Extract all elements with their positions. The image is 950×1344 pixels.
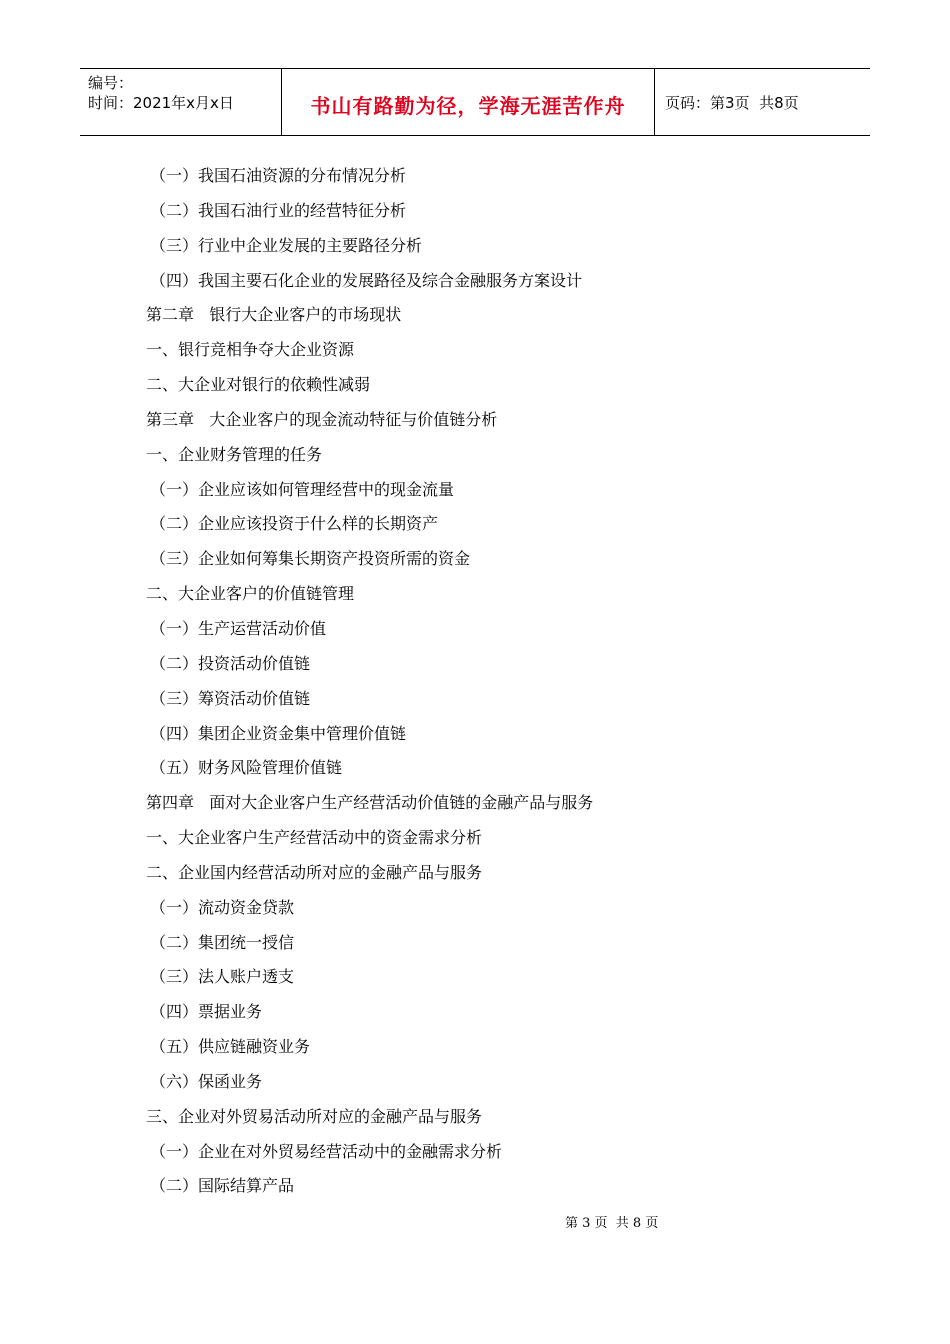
date-label: 时间：2021年x月x日	[88, 94, 234, 112]
header-page-info: 页码：第3页 共8页	[665, 93, 799, 112]
toc-section-item: 三、企业对外贸易活动所对应的金融产品与服务	[146, 1106, 483, 1126]
toc-section-item: 二、企业国内经营活动所对应的金融产品与服务	[146, 862, 483, 882]
toc-subsection-item: （四）集团企业资金集中管理价值链	[150, 723, 407, 743]
toc-section-item: 一、企业财务管理的任务	[146, 444, 323, 464]
toc-section-item: 二、大企业客户的价值链管理	[146, 584, 355, 604]
toc-subsection-item: （五）供应链融资业务	[150, 1037, 311, 1057]
toc-subsection-item: （二）企业应该投资于什么样的长期资产	[150, 514, 439, 534]
header-page-cell	[655, 69, 870, 135]
toc-subsection-item: （三）筹资活动价值链	[150, 688, 311, 708]
toc-subsection-item: （五）财务风险管理价值链	[150, 758, 343, 778]
toc-subsection-item: （三）行业中企业发展的主要路径分析	[150, 235, 423, 255]
page-footer: 第 3 页 共 8 页	[565, 1216, 659, 1231]
table-of-contents	[146, 164, 593, 1209]
toc-subsection-item: （二）投资活动价值链	[150, 653, 311, 673]
toc-subsection-item: （一）流动资金贷款	[150, 897, 295, 917]
toc-chapter-heading: 第三章 大企业客户的现金流动特征与价值链分析	[146, 409, 498, 429]
toc-section-item: 一、银行竞相争夺大企业资源	[146, 340, 355, 360]
motto-text: 书山有路勤为径，学海无涯苦作舟	[310, 93, 626, 118]
toc-chapter-heading: 第四章 面对大企业客户生产经营活动价值链的金融产品与服务	[146, 793, 594, 813]
toc-subsection-item: （四）我国主要石化企业的发展路径及综合金融服务方案设计	[150, 270, 583, 290]
toc-subsection-item: （三）法人账户透支	[150, 967, 295, 987]
toc-subsection-item: （一）我国石油资源的分布情况分析	[150, 166, 407, 185]
toc-subsection-item: （二）集团统一授信	[150, 932, 295, 952]
toc-subsection-item: （一）生产运营活动价值	[150, 618, 327, 638]
toc-subsection-item: （三）企业如何筹集长期资产投资所需的资金	[150, 549, 471, 569]
toc-chapter-heading: 第二章 银行大企业客户的市场现状	[146, 305, 402, 325]
page-header	[80, 68, 870, 136]
toc-subsection-item: （一）企业应该如何管理经营中的现金流量	[150, 479, 455, 499]
toc-section-item: 二、大企业对银行的依赖性减弱	[146, 375, 371, 395]
header-meta-cell	[80, 69, 282, 135]
toc-subsection-item: （二）我国石油行业的经营特征分析	[150, 200, 407, 220]
toc-subsection-item: （二）国际结算产品	[150, 1176, 295, 1196]
serial-number-label: 编号：	[88, 74, 134, 92]
toc-subsection-item: （四）票据业务	[150, 1002, 263, 1022]
toc-subsection-item: （一）企业在对外贸易经营活动中的金融需求分析	[150, 1141, 503, 1161]
toc-section-item: 一、大企业客户生产经营活动中的资金需求分析	[146, 828, 483, 848]
header-motto-cell	[282, 69, 655, 135]
toc-subsection-item: （六）保函业务	[150, 1071, 263, 1091]
